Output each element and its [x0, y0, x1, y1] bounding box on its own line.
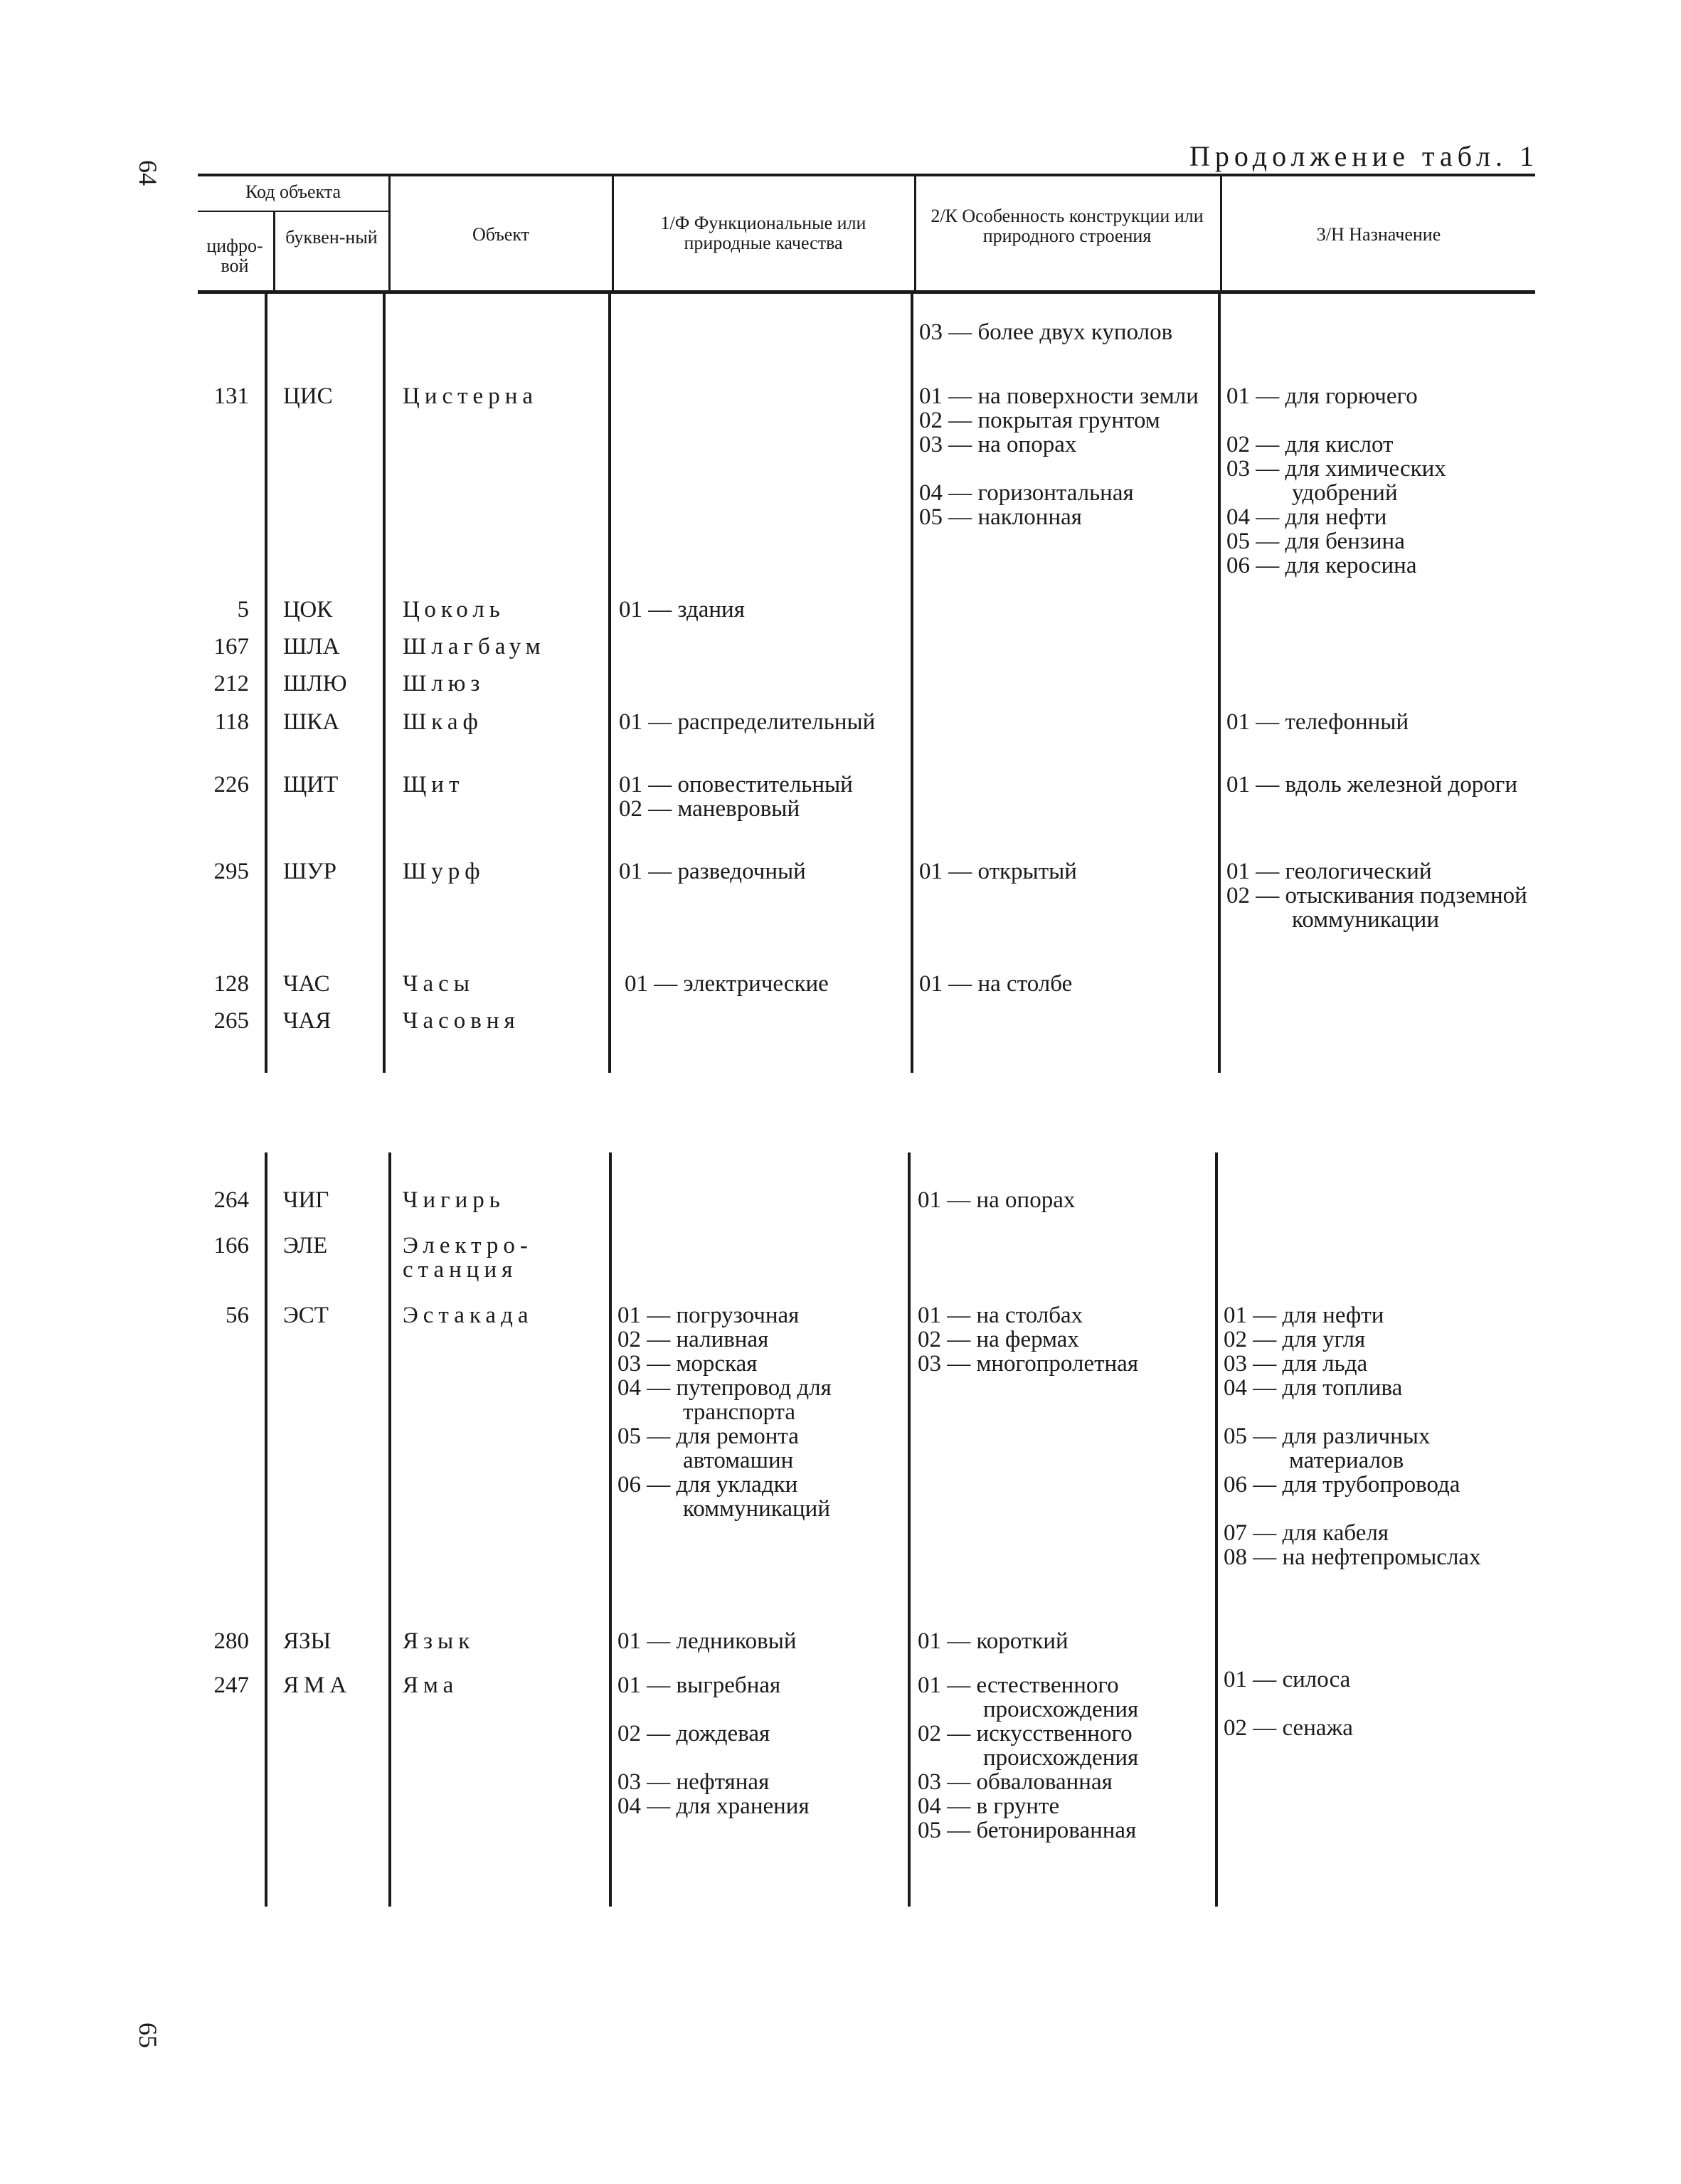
list-item: 02 — наливная [617, 1327, 769, 1352]
s2-divider-4 [908, 1152, 911, 1907]
table-row-constr [918, 1303, 1209, 1376]
table-row-number: 166 [213, 1233, 249, 1258]
list-item: 03 — морская [617, 1351, 758, 1377]
s1-divider-5 [1218, 294, 1221, 1073]
list-item: 02 — покрытая грунтом [919, 408, 1160, 433]
table-row-constr [919, 859, 1211, 884]
header-bottom-rule [198, 290, 1535, 294]
table-row-constr [918, 1673, 1209, 1843]
table-row-object: Часовня [403, 1008, 520, 1034]
s2-divider-5 [1215, 1152, 1218, 1907]
list-item: 05 — наклонная [919, 504, 1082, 530]
list-item: 03 — обвалованная [918, 1769, 1113, 1795]
header-object: Объект [472, 224, 529, 245]
list-item: 05 — бетонированная [918, 1818, 1137, 1843]
list-item: 02 — для угля [1224, 1327, 1366, 1352]
list-item: 01 — вдоль железной дороги [1226, 772, 1518, 797]
table-row-object: Эстакада [403, 1303, 534, 1328]
table-row-object: Цоколь [403, 597, 505, 622]
table-row-object: Цистерна [403, 383, 539, 409]
table-row-object: Щит [403, 772, 465, 797]
list-item: 01 — открытый [919, 859, 1077, 884]
table-row-object: Шкаф [403, 709, 483, 735]
s2-divider-2 [388, 1152, 391, 1907]
list-item: 04 — путепровод для транспорта [617, 1375, 832, 1425]
table-row-abbr: ЧИГ [283, 1187, 329, 1213]
page-number-top: 64 [134, 160, 162, 186]
table-row-abbr: ЭСТ [283, 1303, 329, 1328]
table-row-abbr: ЯЗЫ [283, 1628, 332, 1654]
s1-divider-3 [608, 294, 611, 1073]
s1-pre-constr [919, 320, 1211, 344]
list-item: 04 — для топлива [1224, 1375, 1403, 1401]
list-item: 04 — в грунте [918, 1793, 1060, 1819]
table-row-object: Шлюз [403, 671, 485, 696]
list-item: 01 — погрузочная [617, 1303, 800, 1328]
table-row-number: 167 [213, 634, 249, 659]
list-item: 05 — для ремонта автомашин [617, 1424, 799, 1473]
header-divider-4 [914, 176, 916, 290]
list-item: 07 — для кабеля [1224, 1520, 1389, 1546]
list-item: 05 — для бензина [1226, 529, 1405, 554]
table-row-number: 212 [213, 671, 249, 696]
list-item: 01 — силоса [1224, 1667, 1351, 1692]
table-row-number: 264 [213, 1187, 249, 1213]
list-item: 01 — на поверхности земли [919, 383, 1199, 409]
table-row-constr [919, 384, 1211, 529]
list-item: 01 — распределительный [619, 709, 876, 735]
s1-divider-4 [911, 294, 913, 1073]
header-purpose: 3/Н Назначение [1316, 224, 1441, 245]
table-row-object: Часы [403, 971, 474, 997]
table-row-number: 247 [213, 1673, 249, 1698]
list-item: 01 — геологический [1226, 859, 1432, 884]
list-item: 02 — дождевая [617, 1721, 770, 1746]
table-row-func [625, 972, 909, 996]
table-row-abbr: ШЛЮ [283, 671, 347, 696]
list-item: 06 — для керосина [1226, 553, 1417, 578]
header-letter: буквен-ный [285, 227, 378, 248]
list-item: 03 — многопролетная [918, 1351, 1139, 1377]
table-row-number: 118 [214, 709, 249, 735]
table-row-abbr: ЦОК [283, 597, 333, 622]
list-item: 01 — оповестительный [619, 772, 853, 797]
table-row-func [619, 598, 907, 622]
table-row-number: 265 [213, 1008, 249, 1034]
table-row-func [617, 1673, 902, 1818]
list-item: 02 — на фермах [918, 1327, 1079, 1352]
list-item: 01 — на столбе [919, 971, 1073, 997]
header-constr: 2/К Особенность конструкции или природного строения [930, 206, 1204, 246]
table-row-func [619, 859, 907, 884]
table-row-number: 128 [213, 971, 249, 997]
list-item: 06 — для укладки коммуникаций [617, 1472, 830, 1522]
table-row-number: 295 [213, 859, 249, 884]
table-row-number: 5 [237, 597, 249, 622]
list-item: 01 — естественного происхождения [918, 1673, 1139, 1722]
header-code-group: Код объекта [245, 181, 341, 202]
header-divider-3 [612, 176, 614, 290]
list-item: 03 — нефтяная [617, 1769, 770, 1795]
s2-divider-1 [265, 1152, 267, 1907]
list-item: 01 — на столбах [918, 1303, 1083, 1328]
table-row-number: 56 [226, 1303, 249, 1328]
table-row-func [617, 1629, 902, 1653]
table-row-abbr: ШЛА [283, 634, 340, 659]
list-item: 08 — на нефтепромыслах [1224, 1544, 1481, 1570]
table-row-func [619, 773, 907, 821]
list-item: 02 — отыскивания подземной коммуникации [1226, 883, 1527, 933]
table-row-purpose [1226, 773, 1525, 797]
header-divider-5 [1220, 176, 1222, 290]
table-row-number: 280 [213, 1628, 249, 1654]
table-row-constr [919, 972, 1211, 996]
list-item: 03 — для химических удобрений [1226, 456, 1446, 506]
table-row-object: Яма [403, 1673, 459, 1698]
table-row-func [617, 1303, 902, 1521]
s1-divider-1 [265, 294, 267, 1073]
list-item: 04 — для хранения [617, 1793, 810, 1819]
header-code-rule [198, 211, 388, 212]
list-item: 01 — ледниковый [617, 1628, 797, 1654]
list-item: 03 — более двух куполов [919, 319, 1173, 345]
table-row-abbr: ШУР [283, 859, 337, 884]
table-row-object: Электро-станция [403, 1233, 533, 1283]
table-row-abbr: ЦИС [283, 383, 333, 409]
table-row-abbr: ШКА [283, 709, 340, 735]
list-item: 05 — для различных материалов [1224, 1424, 1431, 1473]
table-row-purpose [1226, 710, 1532, 734]
list-item: 02 — искусственного происхождения [918, 1721, 1139, 1771]
list-item: 01 — для горючего [1226, 383, 1418, 409]
list-item: 01 — электрические [625, 971, 829, 997]
table-continuation-title: Продолжение табл. 1 [1189, 140, 1539, 172]
table-row-purpose [1224, 1303, 1529, 1569]
table-row-number: 226 [213, 772, 249, 797]
table-row-number: 131 [213, 383, 249, 409]
list-item: 01 — на опорах [918, 1187, 1076, 1213]
header-top-rule [198, 174, 1535, 176]
header-divider-2 [388, 176, 391, 290]
list-item: 01 — выгребная [617, 1673, 781, 1698]
list-item: 01 — короткий [918, 1628, 1068, 1654]
list-item: 03 — для льда [1224, 1351, 1368, 1377]
list-item: 01 — здания [619, 597, 745, 622]
list-item: 02 — маневровый [619, 796, 800, 822]
list-item: 01 — для нефти [1224, 1303, 1384, 1328]
list-item: 01 — разведочный [619, 859, 806, 884]
list-item: 04 — для нефти [1226, 504, 1387, 530]
table-row-abbr: ЧАЯ [283, 1008, 332, 1034]
s2-divider-3 [609, 1152, 612, 1907]
table-row-constr [918, 1629, 1209, 1653]
list-item: 04 — горизонтальная [919, 480, 1134, 506]
table-row-purpose [1224, 1668, 1529, 1740]
header-func: 1/Ф Функциональные или природные качества [660, 213, 866, 253]
header-digital: цифро-вой [206, 235, 263, 276]
list-item: 03 — на опорах [919, 432, 1077, 457]
page-number-bottom: 65 [134, 2023, 162, 2048]
table-row-object: Шлагбаум [403, 634, 546, 659]
table-row-object: Язык [403, 1628, 475, 1654]
table-row-abbr: ЭЛЕ [283, 1233, 328, 1258]
table-row-abbr: ЧАС [283, 971, 330, 997]
table-row-func [619, 710, 889, 734]
header-divider-1 [273, 212, 275, 290]
table-row-purpose [1226, 859, 1532, 932]
list-item: 01 — телефонный [1226, 709, 1409, 735]
table-row-object: Чигирь [403, 1187, 505, 1213]
table-row-abbr: ЯМА [283, 1673, 352, 1698]
table-row-object: Шурф [403, 859, 485, 884]
list-item: 02 — для кислот [1226, 432, 1394, 457]
list-item: 02 — сенажа [1224, 1715, 1353, 1741]
table-row-purpose [1226, 384, 1532, 578]
s1-divider-2 [383, 294, 386, 1073]
list-item: 06 — для трубопровода [1224, 1472, 1460, 1497]
table-row-constr [918, 1188, 1209, 1212]
table-row-abbr: ЩИТ [283, 772, 339, 797]
